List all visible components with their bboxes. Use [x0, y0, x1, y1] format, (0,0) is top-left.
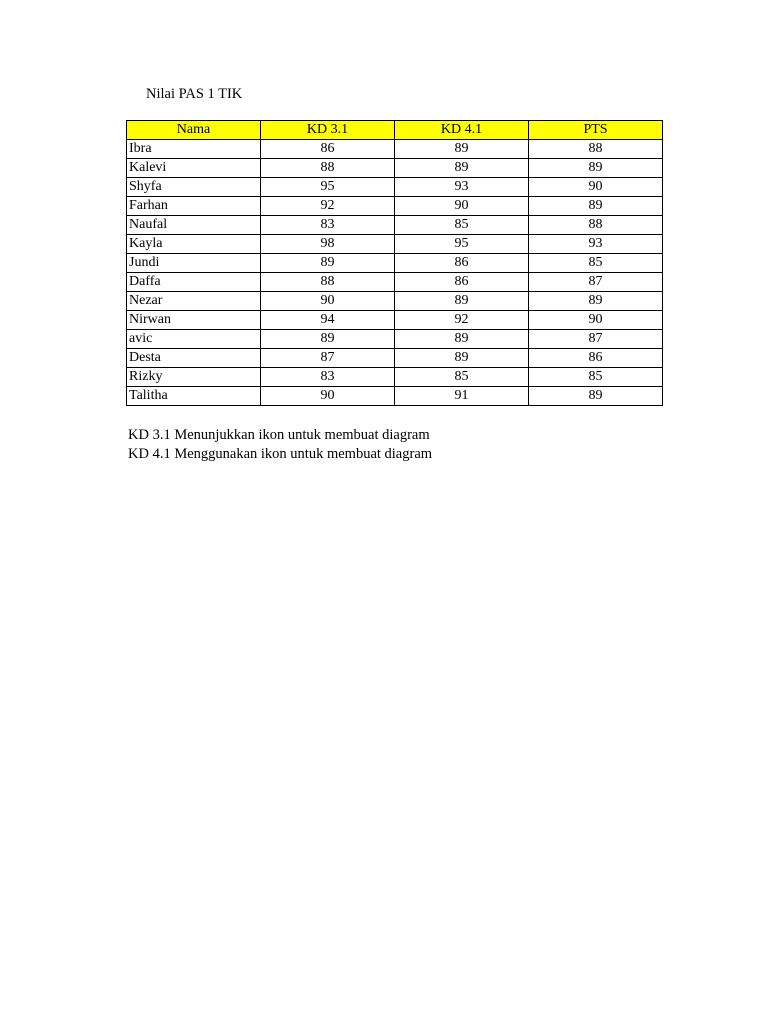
- cell-pts: 89: [529, 159, 663, 178]
- cell-kd41: 89: [395, 349, 529, 368]
- header-cell-kd41: KD 4.1: [395, 121, 529, 140]
- cell-kd41: 86: [395, 254, 529, 273]
- cell-pts: 93: [529, 235, 663, 254]
- page-title: Nilai PAS 1 TIK: [146, 86, 243, 102]
- cell-pts: 89: [529, 292, 663, 311]
- table-row: [127, 216, 663, 235]
- cell-kd31: 92: [261, 197, 395, 216]
- cell-kd31: 95: [261, 178, 395, 197]
- header-cell-kd31: KD 3.1: [261, 121, 395, 140]
- cell-kd41: 85: [395, 368, 529, 387]
- cell-kd31: 90: [261, 292, 395, 311]
- cell-kd41: 90: [395, 197, 529, 216]
- cell-kd41: 89: [395, 140, 529, 159]
- notes: [128, 426, 432, 464]
- cell-kd31: 98: [261, 235, 395, 254]
- cell-kd31: 88: [261, 159, 395, 178]
- table-header-row: [127, 121, 663, 140]
- cell-kd31: 88: [261, 273, 395, 292]
- cell-pts: 89: [529, 387, 663, 406]
- cell-pts: 88: [529, 216, 663, 235]
- cell-pts: 87: [529, 273, 663, 292]
- cell-kd41: 92: [395, 311, 529, 330]
- table-row: [127, 273, 663, 292]
- header-cell-pts: PTS: [529, 121, 663, 140]
- table-row: [127, 254, 663, 273]
- table-body: [127, 140, 663, 406]
- cell-kd31: 90: [261, 387, 395, 406]
- table-row: [127, 387, 663, 406]
- header-cell-nama: Nama: [127, 121, 261, 140]
- cell-kd41: 93: [395, 178, 529, 197]
- cell-kd31: 89: [261, 254, 395, 273]
- grades-table: [126, 120, 663, 406]
- cell-pts: 86: [529, 349, 663, 368]
- cell-nama: Jundi: [127, 254, 261, 273]
- table-row: [127, 349, 663, 368]
- cell-kd41: 86: [395, 273, 529, 292]
- cell-nama: Kayla: [127, 235, 261, 254]
- cell-kd31: 87: [261, 349, 395, 368]
- cell-nama: Talitha: [127, 387, 261, 406]
- cell-nama: Daffa: [127, 273, 261, 292]
- table-row: [127, 330, 663, 349]
- cell-kd41: 89: [395, 292, 529, 311]
- cell-nama: Kalevi: [127, 159, 261, 178]
- table-row: [127, 368, 663, 387]
- cell-kd31: 83: [261, 368, 395, 387]
- cell-nama: Rizky: [127, 368, 261, 387]
- cell-pts: 90: [529, 178, 663, 197]
- cell-kd41: 91: [395, 387, 529, 406]
- cell-pts: 90: [529, 311, 663, 330]
- cell-nama: Desta: [127, 349, 261, 368]
- cell-nama: Farhan: [127, 197, 261, 216]
- cell-nama: Nirwan: [127, 311, 261, 330]
- cell-kd31: 89: [261, 330, 395, 349]
- note-kd31: KD 3.1 Menunjukkan ikon untuk membuat diagram: [128, 427, 430, 443]
- cell-kd41: 89: [395, 159, 529, 178]
- cell-pts: 85: [529, 368, 663, 387]
- cell-nama: avic: [127, 330, 261, 349]
- cell-nama: Ibra: [127, 140, 261, 159]
- table-row: [127, 311, 663, 330]
- table-row: [127, 140, 663, 159]
- cell-pts: 89: [529, 197, 663, 216]
- table-row: [127, 159, 663, 178]
- cell-nama: Shyfa: [127, 178, 261, 197]
- cell-kd31: 83: [261, 216, 395, 235]
- cell-kd31: 94: [261, 311, 395, 330]
- cell-kd31: 86: [261, 140, 395, 159]
- note-kd41: KD 4.1 Menggunakan ikon untuk membuat diagram: [128, 446, 433, 462]
- cell-pts: 87: [529, 330, 663, 349]
- table-row: [127, 178, 663, 197]
- cell-kd41: 95: [395, 235, 529, 254]
- cell-nama: Naufal: [127, 216, 261, 235]
- table-row: [127, 292, 663, 311]
- cell-pts: 85: [529, 254, 663, 273]
- cell-nama: Nezar: [127, 292, 261, 311]
- table-row: [127, 197, 663, 216]
- cell-kd41: 89: [395, 330, 529, 349]
- table-row: [127, 235, 663, 254]
- cell-kd41: 85: [395, 216, 529, 235]
- cell-pts: 88: [529, 140, 663, 159]
